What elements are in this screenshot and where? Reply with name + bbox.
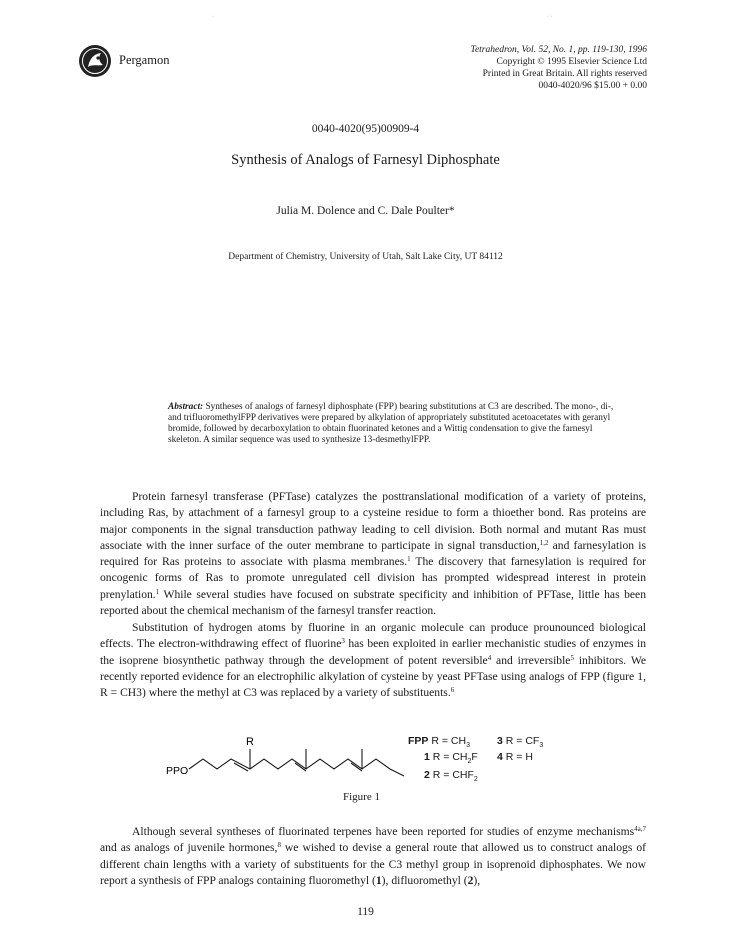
double-bond-2 — [295, 763, 306, 771]
text-run: and irreversible — [491, 653, 571, 667]
text-run: we wished to devise a general route that allowed us to construct analogs of different chain lengths with a variety of substituents for the C3 methyl group in isoprenoid diphosphates. We now report a synthesis of FPP analogs containing fluoromethyl ( — [100, 841, 646, 887]
publisher-name: Pergamon — [119, 53, 170, 67]
r-label: R — [246, 736, 254, 748]
citation-superscript: 1 — [155, 587, 160, 596]
citation-superscript: 1,2 — [539, 538, 549, 547]
substituent-2 — [424, 768, 478, 787]
substituent-formula-tail: F — [471, 751, 478, 763]
substituent-formula: R = CH — [431, 735, 467, 747]
citation-superscript: 6 — [450, 686, 455, 695]
substituent-formula: R = H — [505, 751, 533, 763]
text-run: Substitution of hydrogen atoms by fluorine in an organic molecule can produce prounounced biological effects. The electron-withdrawing effect of fluorine — [100, 621, 646, 651]
compound-number: 4 — [497, 751, 503, 763]
figure-caption: Figure 1 — [343, 791, 380, 803]
compound-ref: 1 — [375, 873, 382, 887]
paragraph-2 — [100, 620, 646, 701]
citation-superscript: 4 — [487, 653, 492, 662]
text-run: Although several syntheses of fluorinated terpenes have been reported for studies of enzyme mechanisms — [132, 825, 635, 838]
double-bond-3 — [351, 763, 362, 771]
authors: Julia M. Dolence and C. Dale Poulter* — [276, 205, 455, 217]
text-run: and as analogs of juvenile hormones, — [100, 841, 278, 855]
abstract-label: Abstract: — [168, 402, 204, 412]
compound-number: 1 — [424, 751, 430, 763]
article-code: 0040-4020(95)00909-4 — [311, 123, 420, 135]
paragraph-1 — [100, 489, 646, 619]
pergamon-logo-icon — [78, 44, 112, 78]
paragraph-3 — [100, 824, 646, 889]
substituent-formula: R = CHF — [432, 769, 474, 781]
citation-superscript: 1 — [407, 555, 411, 564]
compound-number: 3 — [497, 735, 503, 747]
affiliation: Department of Chemistry, University of Utah, Salt Lake City, UT 84112 — [228, 252, 503, 262]
text-run: Protein farnesyl transferase (PFTase) catalyzes the posttranslational modification of a variety of proteins, including Ras, by attachment of a farnesyl group to a cysteine residue to form a thioether bond. Ras proteins are major components in the signal transduction pathway leading to cell division. Both normal and mutant Ras must associate with the inner surface of the outer membrane to participate in signal transduction, — [100, 490, 646, 552]
citation-superscript: 3 — [341, 637, 345, 646]
substituent-formula: R = CH — [432, 751, 468, 763]
journal-rights: Printed in Great Britain. All rights reserved — [482, 69, 647, 79]
text-run: inhibitors. We recently reported evidence for an electrophilic alkylation of cysteine by yeast PFTase using analogs of FPP (figure 1, R = CH3) where the methyl at C3 was replaced by a variety of substituents. — [100, 653, 647, 700]
scan-specks: · · · — [212, 14, 553, 20]
farnesyl-chain — [189, 759, 390, 769]
text-run: ), — [473, 873, 481, 887]
abstract — [168, 402, 622, 446]
journal-info — [317, 44, 647, 92]
text-run: ), difluoromethyl ( — [381, 873, 468, 887]
formula-subscript: 3 — [539, 742, 544, 750]
journal-citation: Tetrahedron, Vol. 52, No. 1, pp. 119-130, 1996 — [470, 45, 647, 55]
text-run: and farnesylation is required for Ras proteins to associate with plasma membranes. — [100, 538, 646, 569]
formula-subscript: 2 — [473, 776, 478, 784]
substituent-formula: R = CF — [505, 735, 540, 747]
citation-superscript: 5 — [570, 653, 574, 662]
paper-title: Synthesis of Analogs of Farnesyl Diphosphate — [231, 152, 500, 168]
compound-label: FPP — [408, 735, 429, 747]
citation-superscript: 4a,7 — [634, 825, 646, 833]
text-run: The discovery that farnesylation is required for oncogenic forms of Ras to promote unregulated cell division has prompted widespread interest in protein prenylation. — [100, 555, 646, 601]
abstract-text: Syntheses of analogs of farnesyl diphosphate (FPP) bearing substitutions at C3 are described. The mono-, di-, and trifluoromethylFPP derivatives were prepared by alkylation of appropriately substituted acetoacetates with geranyl bromide, followed by decarboxylation to obtain fluorinated ketones and a Wittig condensation to give the farnesyl skeleton. A similar sequence was used to synthesize 13-desmethylFPP. — [168, 402, 614, 445]
compound-ref: 2 — [467, 873, 474, 887]
methyl-bond-3 — [390, 769, 404, 776]
text-run: While several studies have focused on substrate specificity and inhibition of PFTase, little has been reported about the chemical mechanism of the farnesyl transfer reaction. — [100, 587, 646, 618]
substituent-4 — [497, 750, 533, 765]
ppo-label: PPO — [166, 765, 189, 777]
formula-subscript: 2 — [467, 758, 472, 766]
journal-price-code: 0040-4020/96 $15.00 + 0.00 — [538, 81, 647, 91]
journal-copyright: Copyright © 1995 Elsevier Science Ltd — [496, 57, 647, 67]
page-number: 119 — [357, 906, 374, 918]
compound-number: 2 — [424, 769, 430, 781]
substituent-1 — [424, 750, 478, 769]
formula-subscript: 3 — [466, 742, 470, 750]
citation-superscript: 8 — [277, 841, 281, 850]
text-run: has been exploited in earlier mechanistic studies of enzymes in the isoprene biosynthetic pathway through the development of potent reversible — [100, 637, 646, 667]
